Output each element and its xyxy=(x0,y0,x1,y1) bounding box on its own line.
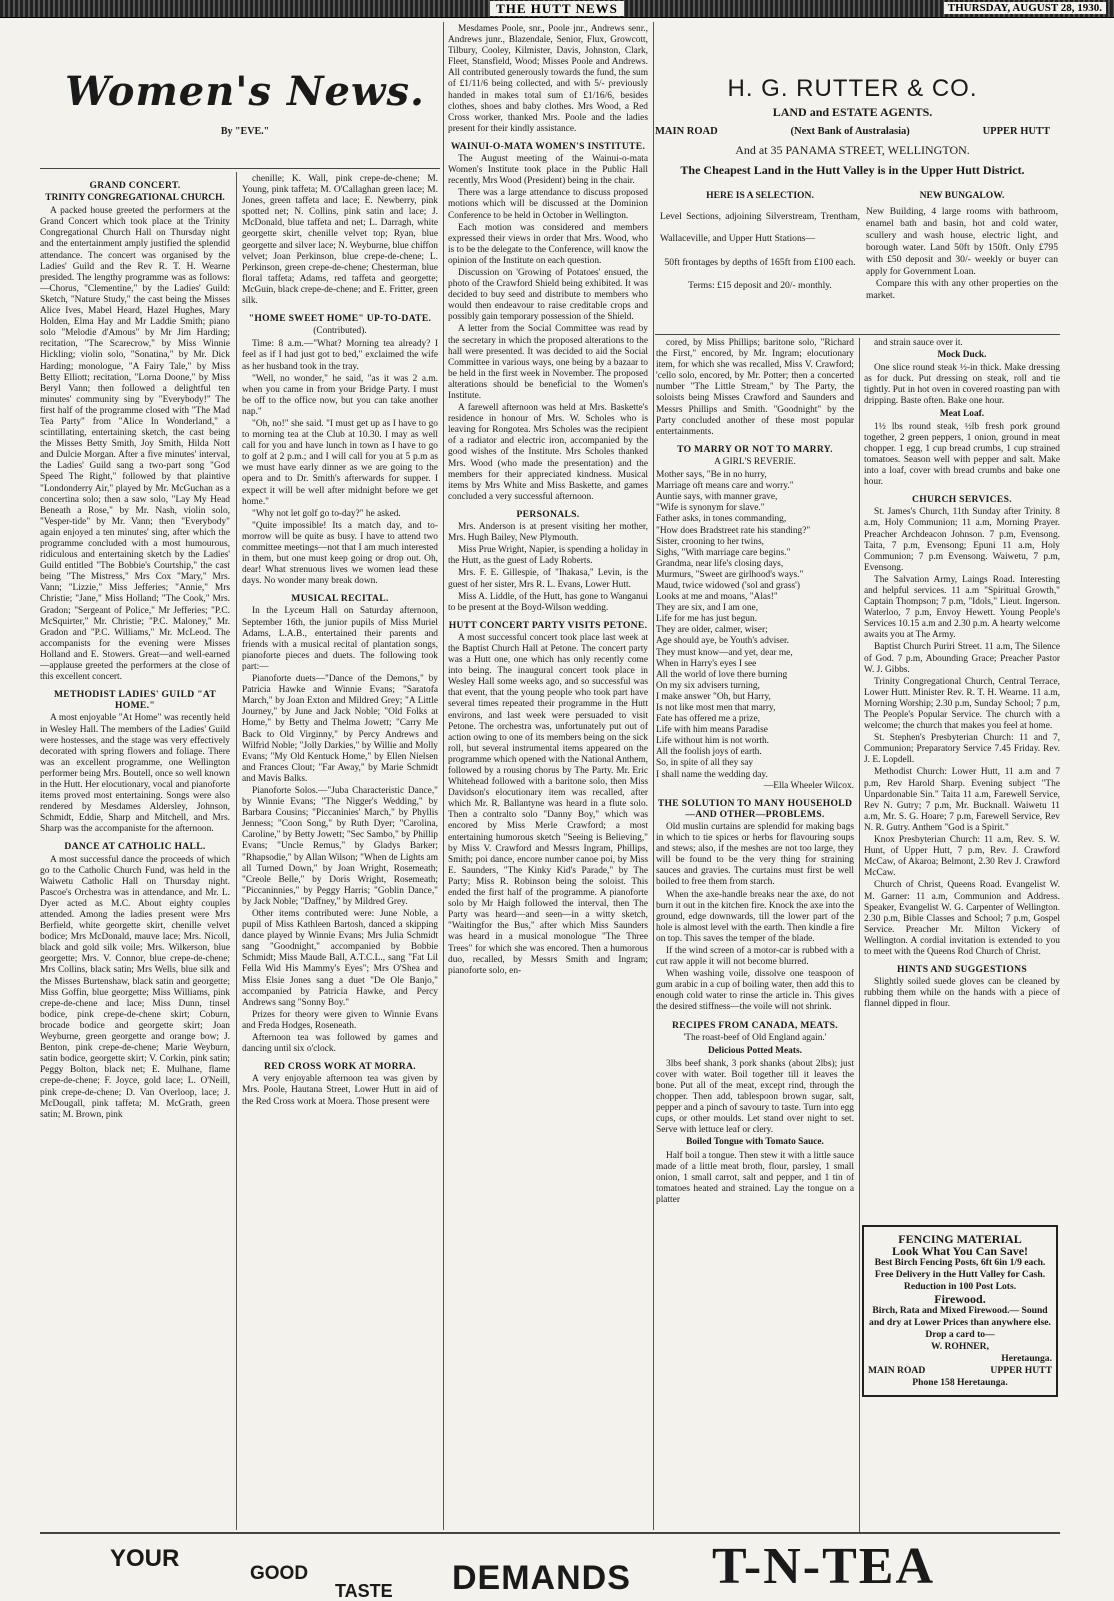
paragraph: Trinity Congregational Church, Central Terrace, Lower Hutt. Minister Rev. R. T. H. Wearne. 11 a.m, Morning Worship; 2.30 p.m, Sunday School; 7 p.m, The People's Popular Service. The church with a welcome; the church that makes you feel at home. xyxy=(864,676,1060,732)
verse-line: Murmurs, "Sweet are girlhood's ways." xyxy=(656,569,804,580)
article-heading: METHODIST LADIES' GUILD "AT HOME." xyxy=(53,689,217,712)
verse-line: Sighs, "With marriage care begins." xyxy=(656,547,791,558)
firewood-desc: Birch, Rata and Mixed Firewood.— Sound and dry at Lower Prices than anywhere else. xyxy=(869,1305,1051,1328)
ad-bottom-rule xyxy=(655,334,1060,335)
paragraph: "Oh, no!" she said. "I must get up as I have to go to morning tea at the Club at 10.30. I may as well call for you and have lunch in town as I have to go to golf at 2 p.m.; and I will call for you at 5 p.m as we must have early dinner as we are going to the opera and to Dr. Smith's afterwards for supper. I expect it will be well after midnight before we get home." xyxy=(242,418,438,507)
column-rule xyxy=(443,22,444,1530)
paragraph: Each motion was considered and members expressed their views in order that Mrs. Wood, who is to be the delegate to the Conference, will know the opinion of the Institute on each question. xyxy=(448,222,648,266)
masthead xyxy=(0,0,1114,18)
selection-text: Level Sections, adjoining Silverstream, Trentham, Wallaceville, and Upper Hutt Stations— xyxy=(660,211,860,244)
column-4 xyxy=(656,338,854,1532)
byline: By "EVE." xyxy=(220,126,270,137)
verse-line: "Wife is synonym for slave." xyxy=(656,503,765,514)
bungalow-compare: Compare this with any other properties on the market. xyxy=(866,278,1058,301)
article-heading: PERSONALS. xyxy=(516,508,580,520)
firewood-heading: Firewood. xyxy=(934,1292,986,1306)
paragraph: Other items contributed were: June Noble, a pupil of Miss Kathleen Bartosh, danced a skipping dance played by Winnie Evans; Mrs Julia Schmidt sang "Goodnight," accompanied by Bobbie Schmidt; Miss Maude Ball, A.T.C.L., sang "Fat Lil Fella Wid His Mammy's Eyes"; Mrs O'Shea and Miss Elsie Jones sang a duet "De Ole Banjo," accompanied by Patricia Hawke, and Percy Andrews sang "Sonny Boy." xyxy=(242,909,438,1008)
article-subheading: 'The roast-beef of Old England again.' xyxy=(683,1032,827,1043)
paragraph: Half boil a tongue. Then stew it with a little sauce made of a little meat broth, flour, parsley, 1 small onion, 1 small carrot, salt and pepper, and 1 tin of tomatoes heated and strained. Lay the tongue on a platter xyxy=(656,1150,854,1205)
firm-trade: LAND and ESTATE AGENTS. xyxy=(772,105,933,119)
branch-address: And at 35 PANAMA STREET, WELLINGTON. xyxy=(735,143,970,157)
paragraph: There was a large attendance to discuss proposed motions which will be discussed at the Dominion Conference to be held in October in Wellington. xyxy=(448,188,648,221)
footer-word-taste: TASTE xyxy=(335,1581,393,1601)
paragraph: Baptist Church Puriri Street. 11 a.m, The Silence of God. 7 p.m, Abounding Grace; Preacher Pastor W. J. Gibbs. xyxy=(864,642,1060,675)
fencing-address xyxy=(868,1365,1052,1377)
article-heading: RED CROSS WORK AT MORRA. xyxy=(264,1061,416,1073)
article-heading: DANCE AT CATHOLIC HALL. xyxy=(64,841,206,853)
verse-line: Grandma, near life's closing days, xyxy=(656,558,784,569)
paragraph: chenille; K. Wall, pink crepe-de-chene; M. Young, pink taffeta; M. O'Callaghan green lace; M. Jones, green taffeta and lace; E. Newberry, pink spotted net; N. Collins, pink satin and lace; J. McDonald, blue taffeta and net; L. Darragh, white georgette skirt, chenille velvet top; Ryan, blue georgette and silver lace; N. Weyburne, blue chiffon velvet; Joan Perkinson, blue crepe-de-chene; L. Perkinson, green crepe-de-chene; Chesterman, blue floral taffeta; Adams, red taffeta and georgette; McGuin, black crepe-de-chene; and E. Fritter, green silk. xyxy=(242,174,438,307)
article-heading: HUTT CONCERT PARTY VISITS PETONE. xyxy=(448,619,648,631)
column-3 xyxy=(448,24,648,1532)
article-heading: MUSICAL RECITAL. xyxy=(291,593,389,605)
section-title: Women's News. xyxy=(65,68,425,115)
column-1 xyxy=(40,174,230,1532)
rutter-advertisement xyxy=(655,45,1050,177)
selection-frontage: 50ft frontages by depths of 165ft from £100 each. xyxy=(664,257,856,268)
address-road: MAIN ROAD xyxy=(655,126,718,137)
footer-rule xyxy=(40,1532,1060,1534)
paragraph: Old muslin curtains are splendid for making bags in which to tie spices or herbs for flavouring soups and stews; also, if the meshes are not too large, they will be found to be the very thing for straining sauces and gravies. The curtains must first be well boiled to free them from starch. xyxy=(656,821,854,888)
paragraph: A farewell afternoon was held at Mrs. Baskette's residence in honour of Mrs. W. Scholes who is leaving for Rongotea. Mrs Scholes was the recipient of a radiator and electric iron, accompanied by the good wishes of the Institute. Mrs Scholes thanked Mrs. Wood (who made the presentation) and the members for their appreciated kindness. Musical items by Mrs White and Miss Baskette, and games concluded a very successful afternoon. xyxy=(448,403,648,502)
footer-word-good: GOOD xyxy=(250,1563,309,1584)
article-subheading: A GIRL'S REVERIE. xyxy=(714,456,796,467)
paragraph: When the axe-handle breaks near the axe, do not burn it out in the kitchen fire. Knock the axe into the ground, edge downwards, till the lower part of the hole is almost level with the earth. Then kindle a fire on top. This saves the temper of the blade. xyxy=(656,889,854,944)
paragraph: Mrs. Anderson is at present visiting her mother, Mrs. Hugh Bailey, New Plymouth. xyxy=(448,522,648,544)
bungalow-listing xyxy=(866,190,1058,302)
bungalow-text: New Building, 4 large rooms with bathroom, enamel bath and basin, hot and cold water, scullery and wash house, electric light, and borough water. Land 50ft by 150ft. Only £795 with £50 deposit and 30/- weekly or buyer can apply for Government Loan. xyxy=(866,206,1058,277)
verse-line: Life for me has just begun. xyxy=(656,614,758,625)
fencing-posts: Best Birch Fencing Posts, 6ft 6in 1/9 each. xyxy=(874,1257,1046,1268)
fencing-road: MAIN ROAD xyxy=(868,1365,926,1376)
article-subheading: (Contributed). xyxy=(313,326,367,337)
verse-line: So, in spite of all they say xyxy=(656,758,754,769)
fencing-slogan: Look What You Can Save! xyxy=(891,1244,1029,1258)
paragraph: Slightly soiled suede gloves can be cleaned by rubbing them while on the hands with a piece of flannel dipped in flour. xyxy=(864,977,1060,1010)
paragraph: Pianoforte Solos.—"Juba Characteristic Dance," by Winnie Evans; "The Nigger's Wedding," by Barbara Cousins; "Piccaninies' March," by Phyllis Jenness; "Coon Song," by Ruth Dyer; "Carolina, Caroline," by Betty Jowett; "Sec Sambo," by Phillip Evans; "Uncle Remus," by Gladys Barker; "Rhapsodie," by Allan Wilson; "When de Lights am all Turned Down," by Joan Wright, Rosemeath; "Creole Belle," by Doris Wright, Rosemeath; "Piccaninnies," by Peggy Harris; "Goblin Dance," by Jack Noble; "Daffney," by Mildred Grey. xyxy=(242,785,438,907)
issue-date: THURSDAY, AUGUST 28, 1930. xyxy=(944,2,1106,14)
verse-line: On my six advisers turning, xyxy=(656,680,760,691)
verse-line: Auntie says, with manner grave, xyxy=(656,492,778,503)
paragraph: A packed house greeted the performers at the Grand Concert which took place at the Trinity Congregational Church Hall on Thursday night and the entertainment amply justified the splendid attendance. The concert was organised by the Ladies' Guild and the Rev R. T. H. Wearne presided. The lengthy programme was as follows:—Chorus, "Clementine," by the Ladies' Guild: Sketch, "Nature Study," the cast being the Misses Alice Ives, Mabel Heard, Hazel Hughes, Mary Holden, Elma Hay and Mr Laddie Smith; piano solo "Melodie d'Amous" by Mr Jim Harding; recitation, "The Scarecrow," by Miss Winnie Hickling; violin solo, "Sonatina," by Mr. Dick Harding; monologue, "A Fairy Tale," by Miss Betty Elliott; recitation, "Lorna Doone," by Miss Beryl Vann; then followed a delightful ten minutes' community sing by "Everybody!" The first half of the programme closed with "The Mad Tea Party" from "Alice In Wonderland," a scintillating, entertaining sketch, the cast being the Misses Betty Smith, Joy Smith, Hilda Nott and Dulcie Morgan. After a five minutes' interval, the Ladies' Guild sang a two-part song "God Speed The Right," followed by that plaintive "Londonderry Air," played by Mr. McGuchan as a concertina solo; then a saw solo, "Lay My Head Beneath a Rose," by Mr. Nash, violin solo, "Vesper-tide" by Mr. Vann; then "Everybody" again enjoyed a ten minutes' sing, after which the programme concluded with a most humourous, ridiculous and entertaining sketch by the Ladies' Guild entitled "The Bobbie's Courtship," the cast being "The Mistress," Mrs Cox "Mary," Mrs. Vann; "Lizzie," Miss Jefferies; "Annie," Mrs Christie; "Jane," Miss Holland; "The Cook," Mrs. Gradon; "Sergeant of Police," Mr Jefferies; "P.C. McSquirter," Mr. Christie; "P.C. Maloney," Mr. Gradon and "P.C. Williams," Mr. McLeod. The accompanists for the evening were Misses Holland and E. Stowers. Great—and well-earned—applause greeted the performers at the close of this excellent concert. xyxy=(40,206,230,683)
verse-line: All the world of love there burning xyxy=(656,669,788,680)
article-subheading: Delicious Potted Meats. xyxy=(708,1045,802,1056)
paragraph: Knox Presbyterian Church: 11 a.m, Rev. S. W. Hunt, of Upper Hutt, 7 p.m, Rev. J. Crawford McCaw, of Akaroa; Belmont, 2.30 Rev J. Crawford McCaw. xyxy=(864,835,1060,879)
column-rule xyxy=(236,172,237,1530)
column-rule xyxy=(859,338,860,1532)
paragraph: Mesdames Poole, snr., Poole jnr., Andrews senr., Andrews junr., Blazendale, Senior, Flux, Growcott, Tilbury, Cooley, Kilmister, Davis, Johnston, Clark, Fleet, Stansfield, Wood; Misses Poole and Andrews. All contributed generously towards the fund, the sum of £1/11/6 being collected, and with 5/- previously handed in makes total sum of £1/16/6, besides clothes, shoes and baby clothes. Mrs Wood, a Red Cross worker, thanked Mrs. Poole and the ladies present for their kindly assistance. xyxy=(448,24,648,134)
paragraph: Miss A. Liddle, of the Hutt, has gone to Wanganui to be present at the Boyd-Wilson wedding. xyxy=(448,591,648,613)
paragraph: Discussion on 'Growing of Potatoes' ensued, the photo of the Crawford Shield being exhibited. It was decided to buy seed and distribute to members who would then endeavour to raise creditable crops and possibly gain temporary possession of the Shield. xyxy=(448,267,648,323)
tea-advertisement xyxy=(0,1535,1114,1601)
paragraph: Miss Prue Wright, Napier, is spending a holiday in the Hutt, as the guest of Lady Roberts. xyxy=(448,545,648,567)
verse-line: They must know—and yet, dear me, xyxy=(656,647,793,658)
article-heading: "HOME SWEET HOME" UP-TO-DATE. xyxy=(248,313,432,325)
footer-word-your: YOUR xyxy=(110,1545,180,1572)
paragraph: In the Lyceum Hall on Saturday afternoon, September 16th, the junior pupils of Miss Muriel Adams, L.A.B., entertained their parents and friends with a musical recital of plantation songs, pianoforte pieces and duets. The following took part:— xyxy=(242,606,438,672)
fencing-reduction: Reduction in 100 Post Lots. xyxy=(903,1281,1017,1292)
fencing-drop: Drop a card to— xyxy=(925,1329,995,1340)
article-subheading: Meat Loaf. xyxy=(939,408,985,419)
article-heading: GRAND CONCERT. xyxy=(89,180,181,191)
paragraph: A most enjoyable "At Home" was recently held in Wesley Hall. The members of the Ladies' Guild were hostesses, and the stage was very effectively decorated with spring flowers and foliage. There was an excellent programme, one Wellington performer being Mrs. Boutell, once so well known in the Hutt. Her elocutionary, vocal and pianoforte items proved most entertaining. Songs were also rendered by Mesdames Aldersley, Johnson, Schmidt, Eddie, Sharp and Mitchell, and Mrs. Sharp was the accompaniste for the afternoon. xyxy=(40,713,230,835)
fencing-town: UPPER HUTT xyxy=(990,1365,1052,1376)
fencing-name: W. ROHNER, xyxy=(930,1341,990,1352)
verse-line: When in Harry's eyes I see xyxy=(656,658,757,669)
selection-listing xyxy=(660,190,860,292)
verse-line: Mother says, "Be in no hurry, xyxy=(656,470,767,481)
verse-line: Life without him is not worth. xyxy=(656,736,770,747)
article-heading: RECIPES FROM CANADA, MEATS. xyxy=(672,1019,838,1031)
article-subheading: Mock Duck. xyxy=(937,350,987,361)
paragraph: 3lbs beef shank, 3 pork shanks (about 2lbs); just cover with water. Boil together till it leaves the bone. Put all of the meat, except rind, through the chopper. Then add, tablespoon brown sugar, salt, pepper and a pinch of savoury to taste. Turn into egg cups, or other moulds. Let stand over night to set. Serve with lettuce leaf or clery. xyxy=(656,1058,854,1136)
paragraph: Church of Christ, Queens Road. Evangelist W. M. Garner: 11 a.m, Communion and Address. Speaker, Evangelist W. G. Carpenter of Wellington. 2.30 p.m, Bible Classes and School; 7 p.m, Gospel Service. Preacher Mr. Milton Vickery of Wellington. A cordial invitation is extended to you to meet with the Queens Rod Church of Christ. xyxy=(864,880,1060,957)
paragraph: Afternoon tea was followed by games and dancing until six o'clock. xyxy=(242,1033,438,1055)
column-rule xyxy=(653,22,654,1530)
paragraph: A letter from the Social Committee was read by the secretary in which the proposed alterations to the hall were presented. It was decided to aid the Social Committee in various ways, one being by a bazaar to be held in the first week in November. The proposed alterations should be beneficial to the Women's Institute. xyxy=(448,324,648,401)
paragraph: The August meeting of the Wainui-o-mata Women's Institute took place in the Public Hall recently, Mrs Wood (President) being in the chair. xyxy=(448,154,648,187)
paragraph: A most successful concert took place last week at the Baptist Church Hall at Petone. The concert party was a Hutt one, one which has only recently come into being. The inaugural concert took place in Wesley Hall some weeks ago, and so successful was that event, that the young people who took part have several times repeated their programme in the Hutt environs, and last week were persuaded to visit Petone. The orchestra was, unfortunately put out of action owing to one of its members being on the sick roll, but several instrumental items appeared on the programme which opened with the National Anthem, followed by a rousing chorus by The Party. Mr. Eric Whitehead followed with a baritone solo, then Miss Davidson's elocutionary item was recalled, after which Mr. R. Ballantyne was heard in a flute solo. Then a contralto solo "Danny Boy," which was encored by Miss Merle Crawford; a most entertaining humorous sketch "Seeing is Believing," by Miss V. Crawford and Messrs Ingram, Phillips, Smith; poi dance, encore number canoe poi, by Miss E. Saunders, "The Kinky Kid's Parade," by The Party; Miss R. Robinson being the soloist. This ended the first half of the programme. A pianoforte solo by Mr Haigh followed the interval, then The Party was heard—and seen—in a witty sketch, "Waitingfor the Bus," after which Miss Saunders was heard in a musical monologue "The Three Trees" for which she was encored. Then a humorous duo, recalled, by Messrs Smith and Ingram; pianoforte solo, en- xyxy=(448,632,648,976)
selection-terms: Terms: £15 deposit and 20/- monthly. xyxy=(688,280,832,291)
bungalow-heading: NEW BUNGALOW. xyxy=(919,190,1005,201)
article-heading: THE SOLUTION TO MANY HOUSEHOLD—AND OTHER—PROBLEMS. xyxy=(657,797,853,820)
paragraph: A very enjoyable afternoon tea was given by Mrs. Poole, Hautana Street, Lower Hutt in aid of the Red Cross work at Moera. Those present were xyxy=(242,1074,438,1107)
paragraph: "Quite impossible! Its a match day, and to-morrow will be quite as busy. I have to attend two committee meetings—not that I am much interested in them, but one must keep going or drop out. Oh, dear! What strenuous lives we women lead these days. No wonder many break down. xyxy=(242,520,438,587)
verse-line: They are older, calmer, wiser; xyxy=(656,625,768,636)
article-heading: TO MARRY OR NOT TO MARRY. xyxy=(677,443,833,455)
verse-line: Father asks, in tones commanding, xyxy=(656,514,787,525)
fencing-phone: Phone 158 Heretaunga. xyxy=(912,1377,1008,1388)
verse-line: They are six, and I am one, xyxy=(656,603,759,614)
verse-line: Maud, twice widowed ('sol and grass') xyxy=(656,580,800,591)
paragraph: St. Stephen's Presbyterian Church: 11 and 7, Communion; Preparatory Service 7.45 Friday. Rev. J. E. Lopdell. xyxy=(864,733,1060,766)
footer-word-demands: DEMANDS xyxy=(452,1559,631,1597)
column-2 xyxy=(242,174,438,1532)
footer-brand: T-N-TEA xyxy=(712,1538,936,1595)
selection-heading: HERE IS A SELECTION. xyxy=(706,190,814,201)
fencing-delivery: Free Delivery in the Hutt Valley for Cash. xyxy=(874,1269,1046,1280)
verse-line: "How does Bradstreet rate his standing?" xyxy=(656,525,811,536)
verse-line: Marriage oft means care and worry." xyxy=(656,481,794,492)
article-heading: CHURCH SERVICES. xyxy=(912,494,1012,506)
paragraph: and strain sauce over it. xyxy=(874,338,963,348)
address-landmark: (Next Bank of Australasia) xyxy=(790,126,910,137)
attribution: —Ella Wheeler Wilcox. xyxy=(763,780,854,791)
fencing-place: Heretaunga. xyxy=(1001,1353,1052,1364)
verse-line: Fate has offered me a prize, xyxy=(656,714,760,725)
verse-line: I shall name the wedding day. xyxy=(656,769,768,780)
verse-line: Is not like most men that marry, xyxy=(656,703,776,713)
verse-line: All the foolish joys of earth. xyxy=(656,747,762,758)
fencing-advertisement xyxy=(862,1225,1058,1397)
paragraph: Methodist Church: Lower Hutt, 11 a.m and 7 p.m, Rev Harold Sharp. Evening subject "The Unpardonable Sin." Taita 11 a.m, Farewell Service, Rev N. Gutry; 7 p.m, Mr. Bucknall. Waiwetu 11 a.m, Mr. S. G. Hoare; 7 p.m, Farewell Service, Rev N. R. Gutry. Anthem "God is a Spirit." xyxy=(864,767,1060,833)
firm-address xyxy=(655,126,1050,137)
paragraph: "Why not let golf go to-day?" he asked. xyxy=(252,508,401,519)
column-5 xyxy=(864,338,1060,1222)
article-heading: HINTS AND SUGGESTIONS xyxy=(897,964,1027,976)
paragraph: A most successful dance the proceeds of which go to the Catholic Church Fund, was held in the Waiwetu Catholic Hall on Thursday night. Pascoe's Orchestra was in attendance, and Mr. L. Dyer acted as M.C. About eighty couples attended. Among the ladies present were Mrs Berfield, white georgette skirt, chenille velvet bodice; Mrs McDonald, mauve lace; Mrs. Nicoll, black and gold silk voile; Mrs. Wilkerson, blue georgette; Mrs. V. Connor, blue crepe-de-chene; Mrs Collins, black satin; Mrs Wells, blue silk and the Misses Burtenshaw, black satin and georgette; Miss Goffin, blue georgette; Miss Williams, pink crepe-de-chene and lace; Miss Dunn, tinsel bodice, pink crepe-de-chene skirt; Coburn, brocade bodice and georgette skirt; Joan Weyburne, green georgette and orange bow; J. Benton, pink crepe-de-chene; Marie Weyburn, satin bodice, georgette skirt; V. Corkin, pink satin; Peggy Bolton, black net; E. Mulhane, flame crepe-de-chene; F. Joyce, gold lace; L. O'Neill, pink crepe-de-chene; D. Van Overloop, lace; J. McDougall, pink taffeta; M. McGrath, green satin; M. Brown, pink xyxy=(40,854,230,1120)
verse-line: Looks at me and moans, "Alas!" xyxy=(656,592,778,603)
verse-line: Life with him means Paradise xyxy=(656,725,768,736)
paragraph: Mrs. F. E. Gillespie, of "Ihakasa," Levin, is the guest of her sister, Mrs R. L. Evans, Lower Hutt. xyxy=(448,568,648,590)
address-town: UPPER HUTT xyxy=(982,126,1050,137)
verse-line: I make answer "Oh, but Harry, xyxy=(656,691,771,702)
article-subheading: TRINITY CONGREGATIONAL CHURCH. xyxy=(45,193,225,204)
paragraph: Prizes for theory were given to Winnie Evans and Freda Hodges, Roseneath. xyxy=(242,1009,438,1031)
paragraph: cored, by Miss Phillips; baritone solo, "Richard the First," encored, by Mr. Ingram; elocutionary item, for which she was recalled, Miss V. Crawford; 'cello solo, encored, by Mr. Potter; then a concerted number "The Little Stream," by The Party, the soloists being Misses Crawford and Saunders and Messrs Phillips and Smith. "Goodnight" by the Party concluded another of these most popular entertainments. xyxy=(656,338,854,437)
paragraph: The Salvation Army, Laings Road. Interesting and helpful services. 11 a.m "Spiritual Growth," Captain Thompson; 7 p.m, "Idols," Lieut. Ingerson. Waterloo, 7 p.m, Envoy Hewett. Young People's Services 10.15 a.m and 2.30 p.m. A hearty welcome awaits you at The Army. xyxy=(864,574,1060,641)
paragraph: Pianoforte duets—"Dance of the Demons," by Patricia Hawke and Winnie Evans; "Saratofa March," by Joan Exton and Mildred Grey; "A Little Journey," by June and Jack Noble; "Old Folks at Home," by Betty and Thelma Jowett; "Carry Me Back to Old Virginny," by Percy Andrews and Wilfrid Noble; "Jolly Darkies," by Willie and Molly Evans; "My Old Kentuck Home," by Ellen Nielsen and Frances Clout; "Far Away," by Marie Schmidt and Mavis Balks. xyxy=(242,674,438,784)
paragraph: "Well, no wonder," he said, "as it was 2 a.m. when you came in from your Bridge Party. I must be off to the office now, but you can take another nap." xyxy=(242,373,438,417)
firm-name: H. G. RUTTER & CO. xyxy=(727,75,978,102)
article-heading: WAINUI-O-MATA WOMEN'S INSTITUTE. xyxy=(450,140,646,152)
paragraph: If the wind screen of a motor-car is rubbed with a cut raw apple it will not become blurred. xyxy=(656,945,854,968)
paragraph: Time: 8 a.m.—"What? Morning tea already? I feel as if I had just got to bed," exclaimed the wife as her husband took in the tray. xyxy=(242,339,438,372)
paragraph: St. James's Church, 11th Sunday after Trinity. 8 a.m, Holy Communion; 11 a.m, Morning Prayer. Preacher Archdeacon Johnson. 7 p.m, Evensong. Taita, 7 p.m, Evensong; Epuni 11 a.m, Holy Communion; 7 p.m Evensong. Waiwetu, 7 p.m, Evensong. xyxy=(864,507,1060,573)
fencing-title: FENCING MATERIAL xyxy=(898,1232,1022,1246)
ad-slogan: The Cheapest Land in the Hutt Valley is in the Upper Hutt District. xyxy=(680,163,1025,177)
verse-line: Age should aye, be Youth's adviser. xyxy=(656,636,789,647)
paragraph: 1½ lbs round steak, ½lb fresh pork ground together, 2 green peppers, 1 onion, ground in meat chopper. 1 egg, 1 cup bread crumbs, 1 cup strained tomatoes. Season well with pepper and salt. Make into a loaf, cover with bread crumbs and bake one hour. xyxy=(864,421,1060,488)
verse-line: Sister, crooning to her twins, xyxy=(656,536,764,547)
rule-top xyxy=(40,168,440,169)
newspaper-title: THE HUTT NEWS xyxy=(0,1,1114,17)
paragraph: One slice round steak ½-in thick. Make dressing as for duck. Put dressing on steak, roll and tie tightly. Put in hot oven in covered roasting pan with dripping. Baste often. Bake one hour. xyxy=(864,363,1060,407)
paragraph: When washing voile, dissolve one teaspoon of gum arabic in a cup of boiling water, then add this to enough cold water to rinse the article in. This gives the desired stiffness—the voile will not shrink. xyxy=(656,969,854,1013)
article-subheading: Boiled Tongue with Tomato Sauce. xyxy=(686,1137,824,1148)
